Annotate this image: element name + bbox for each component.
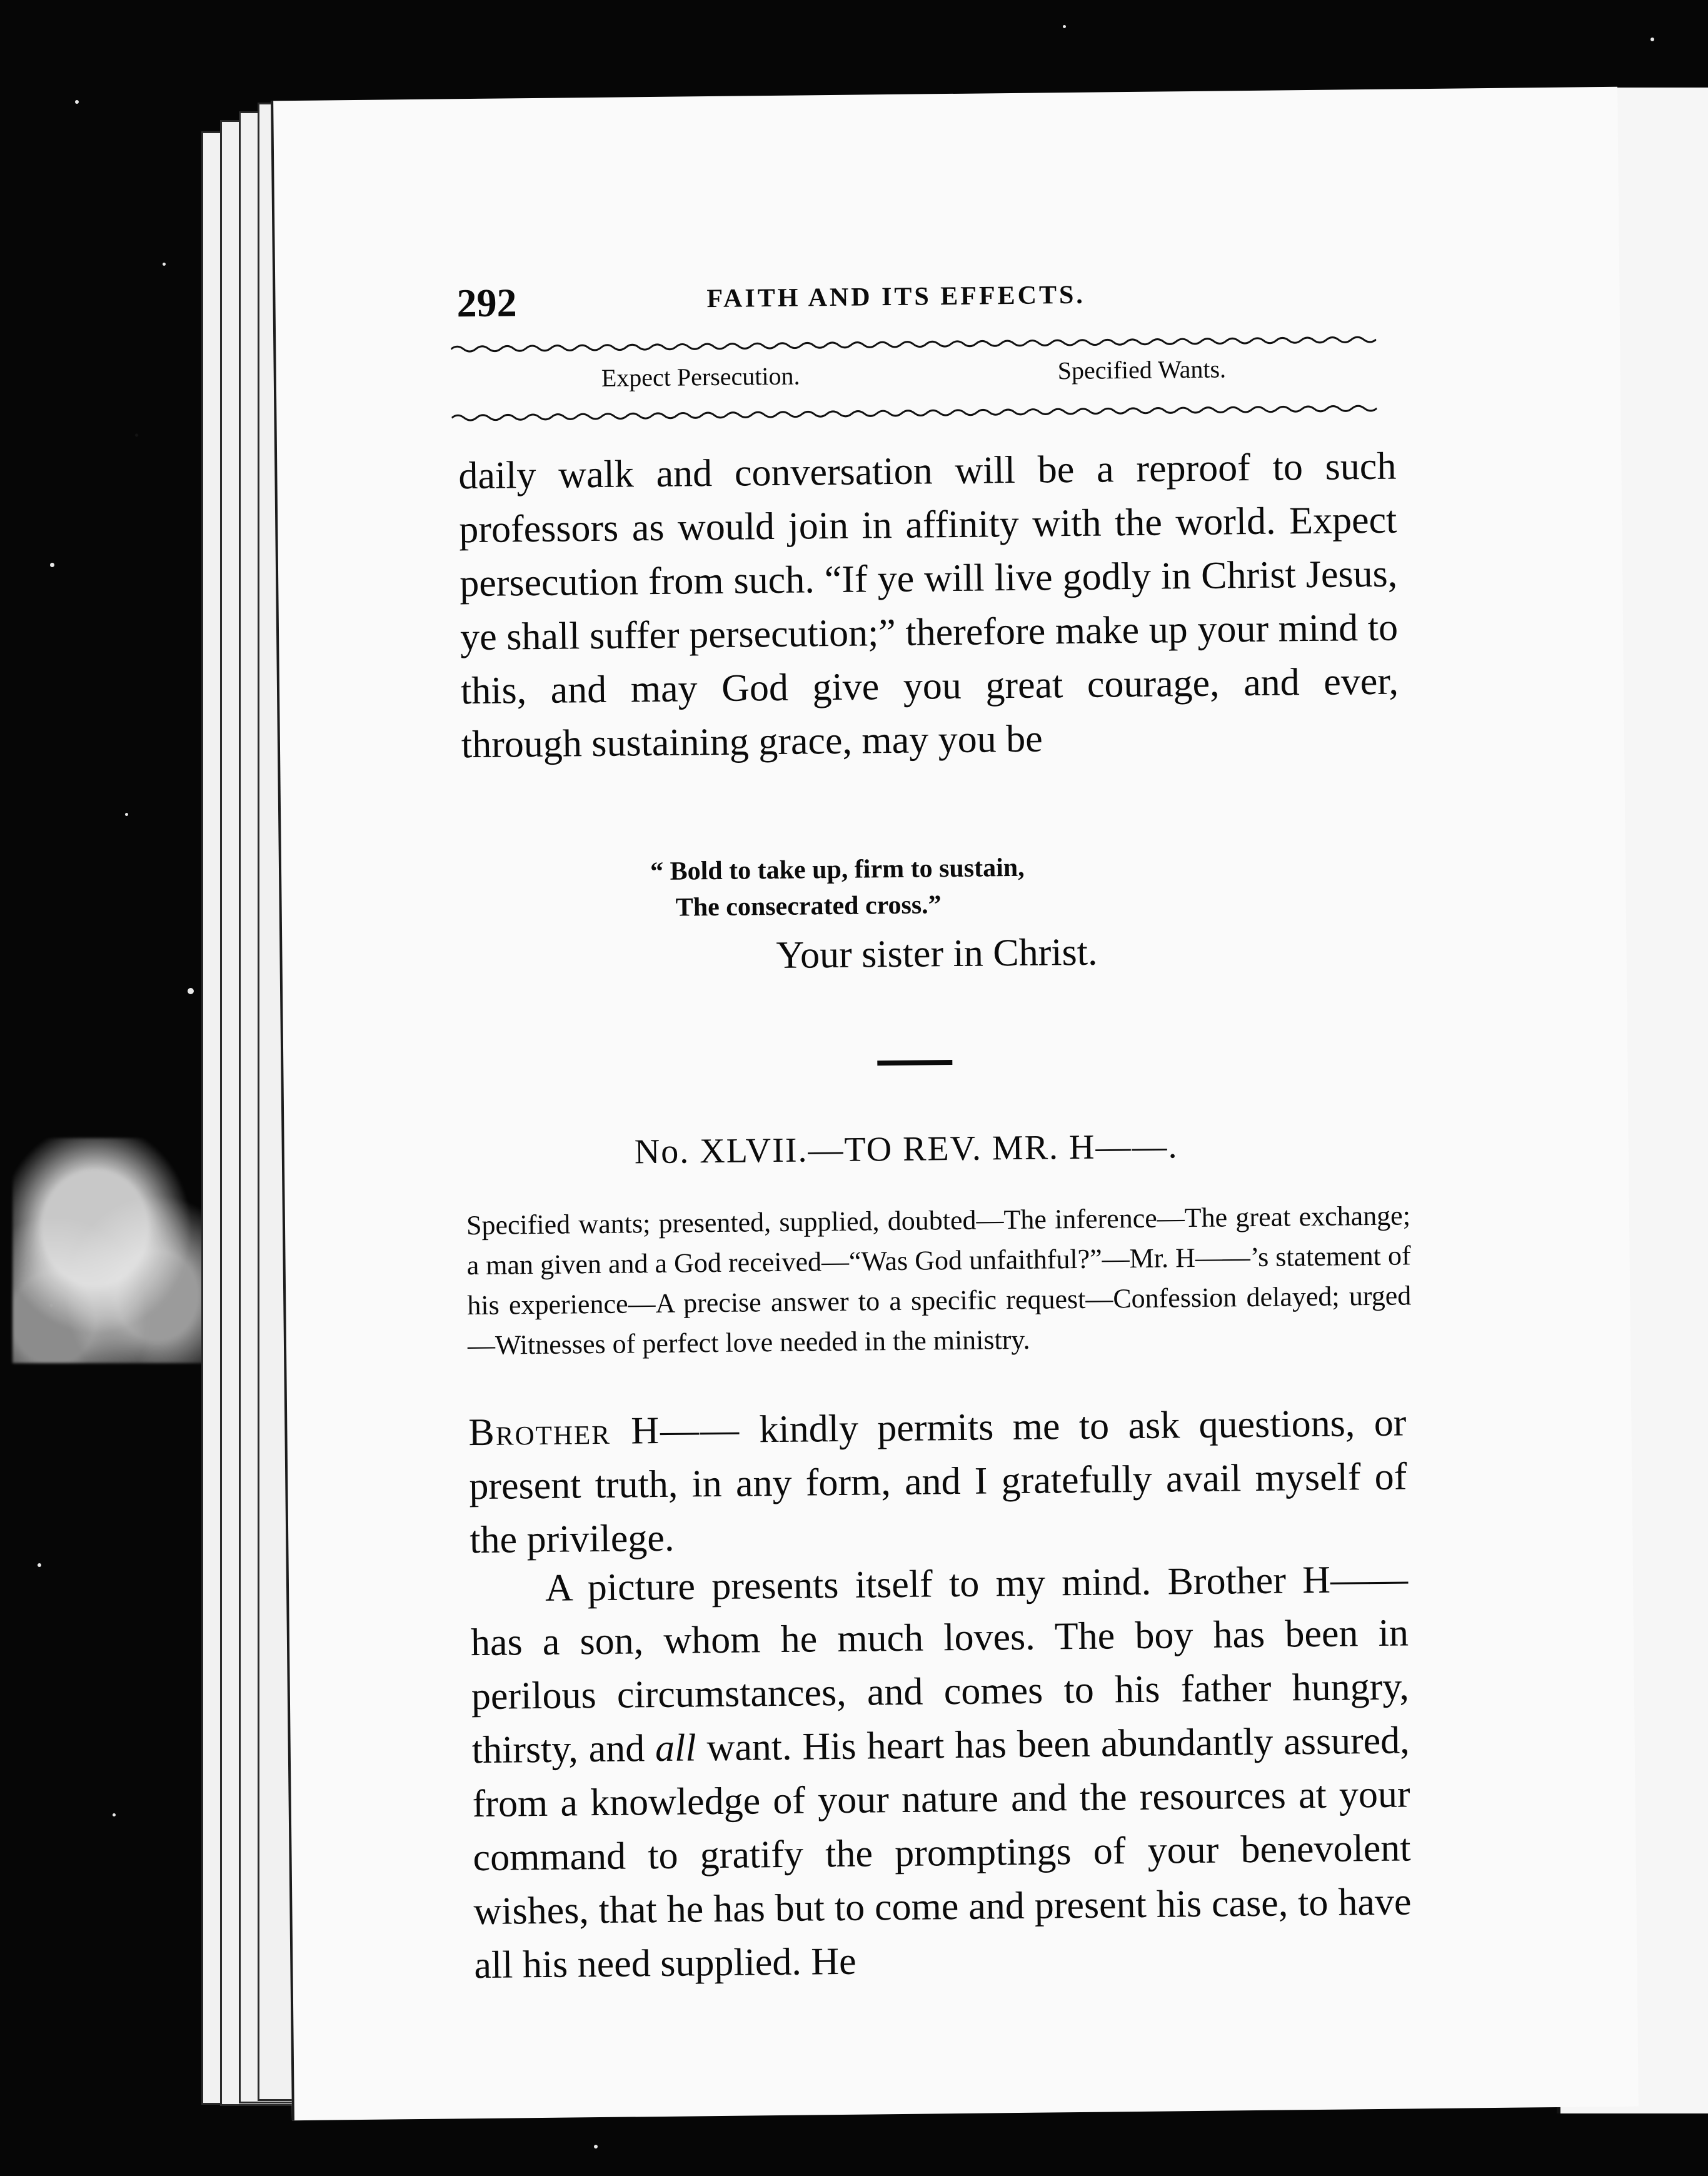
emphasis: all (655, 1726, 696, 1770)
salutation: Brother H—— (468, 1408, 741, 1454)
subhead-left: Expect Persecution. (601, 361, 800, 392)
quote-line: The consecrated cross.” (675, 890, 942, 922)
book-page (271, 87, 1639, 2120)
signature-line: Your sister in Christ. (776, 930, 1098, 977)
verse-quote (650, 850, 1025, 926)
body-paragraph (468, 1396, 1408, 1567)
body-paragraph (470, 1552, 1412, 1992)
running-title: FAITH AND ITS EFFECTS. (706, 280, 1086, 314)
paragraph-text: want. His heart has been abundantly assured, from a knowledge of your nature and the resources at your command to gratify the promptings of your benevolent wishes, that he has but to come and present his case, to have all his need supplied. He (472, 1719, 1412, 1987)
running-head (456, 270, 1432, 330)
wavy-rule (451, 333, 1376, 355)
subhead-right: Specified Wants. (1057, 355, 1227, 385)
subheadings (464, 355, 1377, 402)
margin-smudge (13, 1138, 219, 1363)
letter-title: No. XLVII.—TO REV. MR. H——. (634, 1127, 1178, 1172)
paragraph-text: A picture presents itself to my mind. Brother H—— has a son, whom he much loves. The boy has been in perilous circumstances, and comes to his father hungry, thirsty, and (470, 1558, 1410, 1772)
section-divider (877, 1060, 952, 1065)
body-paragraph: daily walk and conversation will be a reproof to such professors as would join in affinity with the world. Expect persecution from such. “If ye will live godly in Christ Jesus, ye shall suffer persecution;” therefore make up your mind to this, and may God give you great courage, and ever, through sustaining grace, may you be (458, 445, 1399, 767)
quote-line: “ Bold to take up, firm to sustain, (650, 853, 1025, 887)
wavy-rule (451, 402, 1377, 424)
paragraph-text: kindly permits me to ask questions, or present truth, in any form, and I gratefully avail myself of the privilege. (469, 1401, 1407, 1562)
page-number: 292 (456, 280, 517, 326)
letter-synopsis: Specified wants; presented, supplied, doubted—The inference—The great exchange; a man given and a God received—“Was God unfaithful?”—Mr. H——’s statement of his experience—A precise answer to a specific request—Confession delayed; urged—Witnesses of perfect love needed in the ministry. (466, 1200, 1412, 1361)
